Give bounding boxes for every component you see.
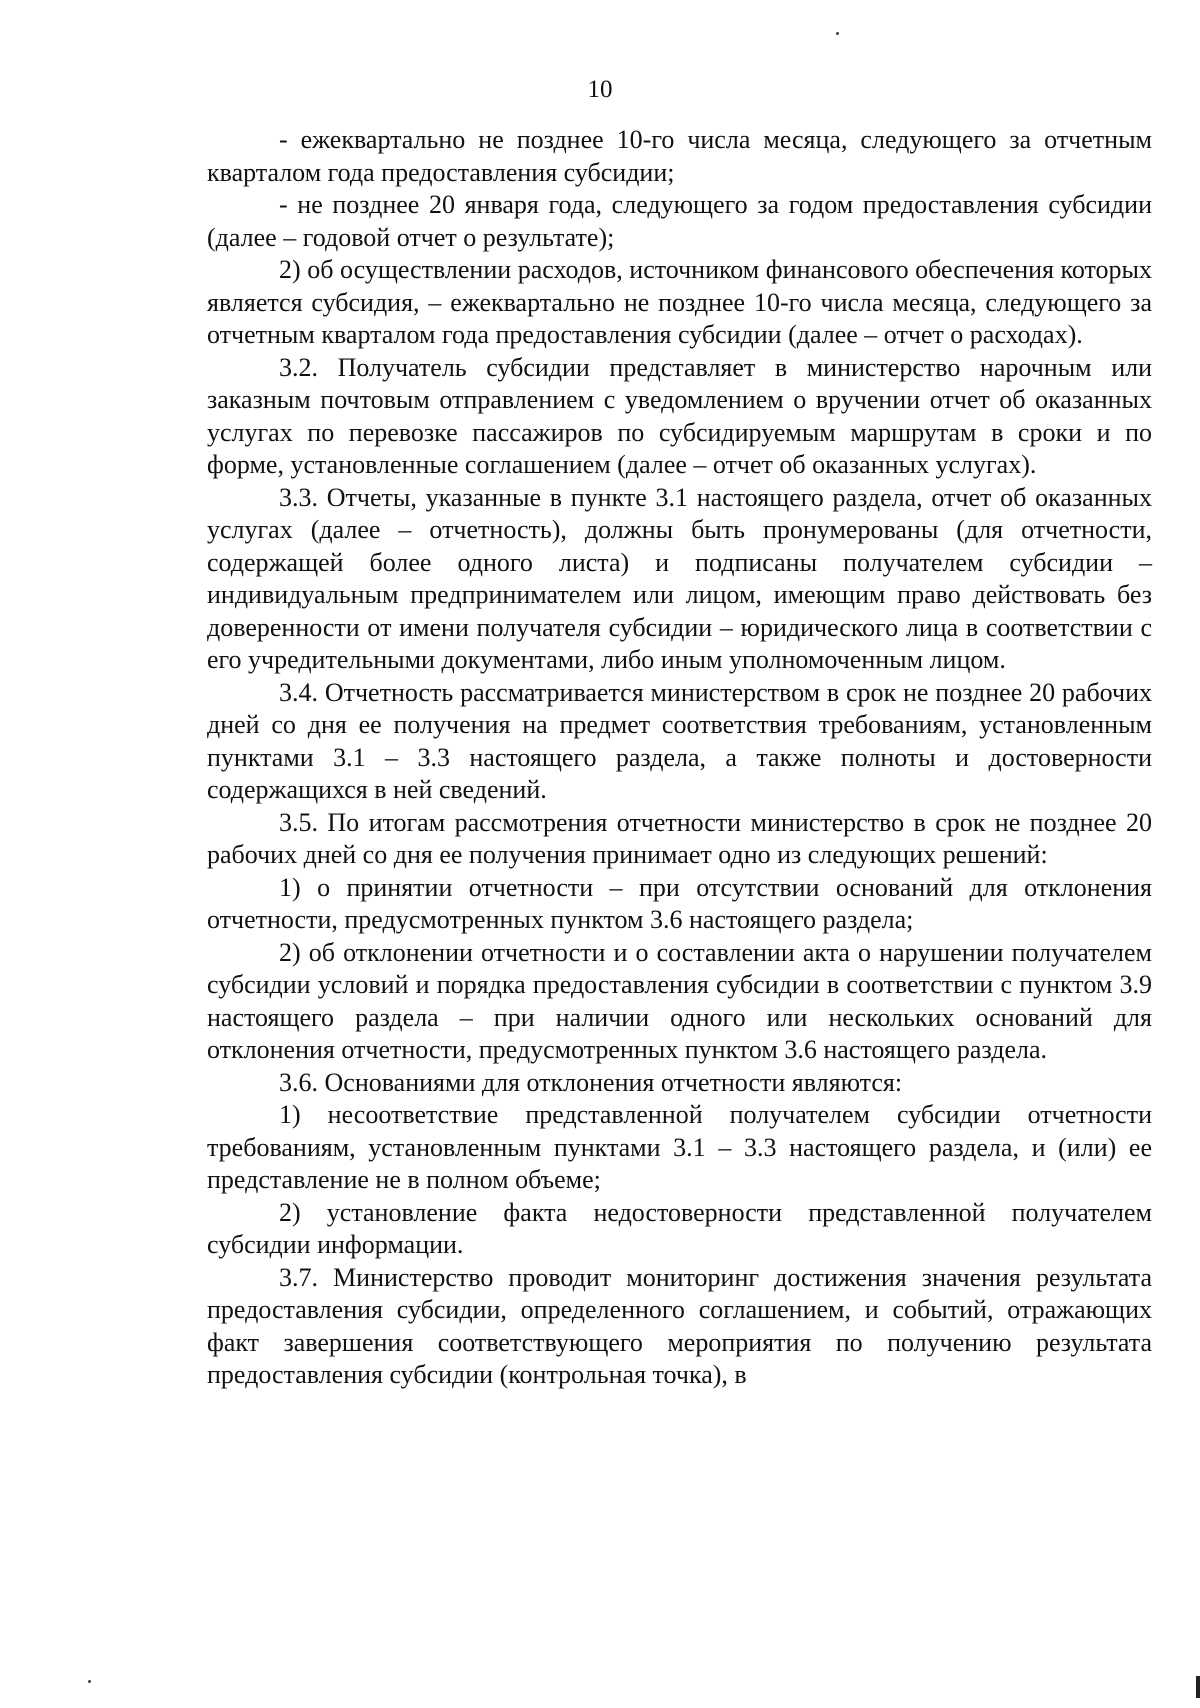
paragraph: - не позднее 20 января года, следующего за годом предоставления субсидии (далее – годовой отчет о результате);	[207, 190, 1152, 252]
scan-speck	[88, 1680, 91, 1683]
paragraph: - ежеквартально не позднее 10-го числа месяца, следующего за отчетным кварталом года предоставления субсидии;	[207, 125, 1152, 187]
page-number: 10	[587, 76, 613, 103]
paragraph: 2) установление факта недостоверности представленной получателем субсидии информации.	[207, 1197, 1152, 1259]
scan-speck	[836, 32, 839, 35]
paragraph: 3.4. Отчетность рассматривается министерством в срок не позднее 20 рабочих дней со дня ее получения на предмет соответствия требованиям, установленным пунктами 3.1 – 3.3 настоящего раздела, а также полноты и достоверности содержащихся в ней сведений.	[207, 677, 1152, 804]
paragraph: 1) о принятии отчетности – при отсутствии оснований для отклонения отчетности, предусмотренных пунктом 3.6 настоящего раздела;	[207, 872, 1152, 934]
paragraph: 2) об осуществлении расходов, источником финансового обеспечения которых является субсидия, – ежеквартально не позднее 10-го числа месяца, следующего за отчетным кварталом года предоставления субсидии (далее – отчет о расходах).	[207, 255, 1152, 349]
paragraph: 2) об отклонении отчетности и о составлении акта о нарушении получателем субсидии условий и порядка предоставления субсидии в соответствии с пунктом 3.9 настоящего раздела – при наличии одного или нескольких оснований для отклонения отчетности, предусмотренных пунктом 3.6 настоящего раздела.	[207, 937, 1152, 1064]
document-body	[207, 124, 1152, 1392]
paragraph: 3.7. Министерство проводит мониторинг достижения значения результата предоставления субсидии, определенного соглашением, и событий, отражающих факт завершения соответствующего мероприятия по получению результата предоставления субсидии (контрольная точка), в	[207, 1262, 1152, 1389]
paragraph: 3.3. Отчеты, указанные в пункте 3.1 настоящего раздела, отчет об оказанных услугах (далее – отчетность), должны быть пронумерованы (для отчетности, содержащей более одного листа) и подписаны получателем субсидии – индивидуальным предпринимателем или лицом, имеющим право действовать без доверенности от имени получателя субсидии – юридического лица в соответствии с его учредительными документами, либо иным уполномоченным лицом.	[207, 482, 1152, 674]
paragraph: 3.2. Получатель субсидии представляет в министерство нарочным или заказным почтовым отправлением с уведомлением о вручении отчет об оказанных услугах по перевозке пассажиров по субсидируемым маршрутам в сроки и по форме, установленные соглашением (далее – отчет об оказанных услугах).	[207, 352, 1152, 479]
paragraph: 1) несоответствие представленной получателем субсидии отчетности требованиям, установленным пунктами 3.1 – 3.3 настоящего раздела, и (или) ее представление не в полном объеме;	[207, 1100, 1152, 1194]
paragraph: 3.5. По итогам рассмотрения отчетности министерство в срок не позднее 20 рабочих дней со дня ее получения принимает одно из следующих решений:	[207, 807, 1152, 869]
paragraph: 3.6. Основаниями для отклонения отчетности являются:	[279, 1067, 903, 1097]
scan-edge-mark	[1196, 1676, 1200, 1698]
